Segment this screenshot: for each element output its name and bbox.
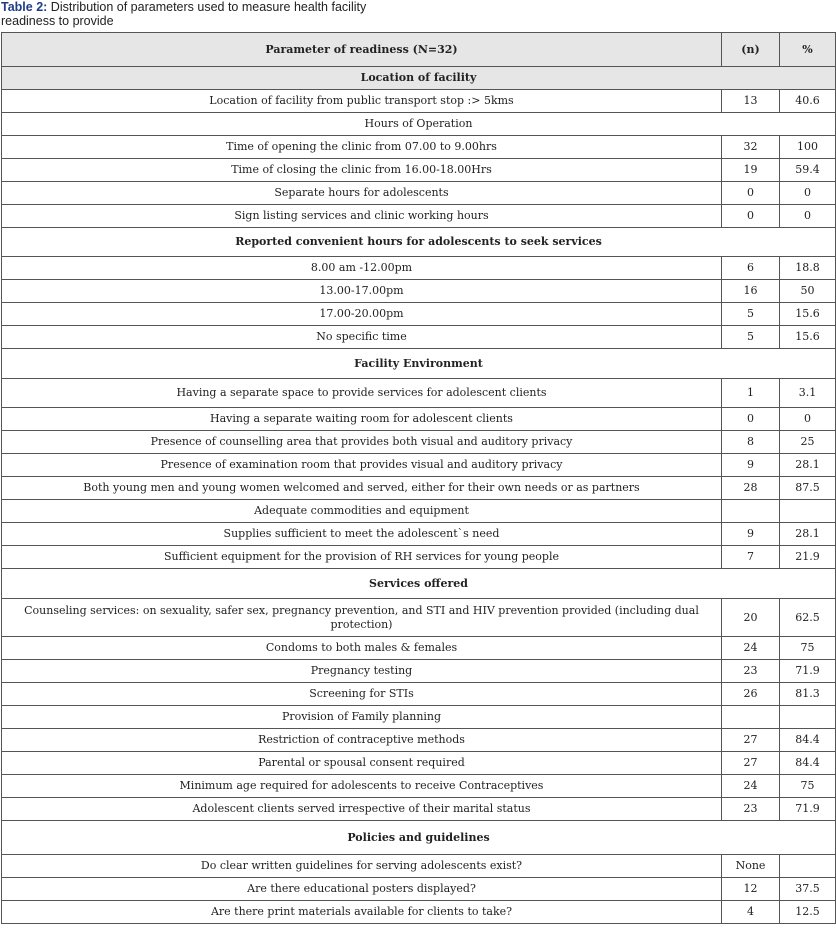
row-percent: 15.6 [780, 303, 836, 326]
row-n: 0 [722, 205, 780, 228]
row-parameter: Separate hours for adolescents [2, 182, 722, 205]
section-title: Services offered [2, 569, 836, 599]
section-row [2, 228, 836, 257]
header-n: (n) [722, 33, 780, 67]
table-row [2, 878, 836, 901]
section-title: Location of facility [2, 67, 836, 90]
row-parameter: Are there educational posters displayed? [2, 878, 722, 901]
table-row [2, 257, 836, 280]
row-n: 13 [722, 90, 780, 113]
row-percent: 3.1 [780, 379, 836, 408]
section-row [2, 349, 836, 379]
table-row [2, 752, 836, 775]
table-row [2, 379, 836, 408]
row-n: 26 [722, 683, 780, 706]
caption-label: Table 2: [1, 0, 48, 14]
row-percent: 25 [780, 431, 836, 454]
row-parameter: Time of closing the clinic from 16.00-18.00Hrs [2, 159, 722, 182]
row-n [722, 500, 780, 523]
row-parameter: Presence of examination room that provides visual and auditory privacy [2, 454, 722, 477]
row-parameter: Are there print materials available for clients to take? [2, 901, 722, 924]
row-percent: 81.3 [780, 683, 836, 706]
row-n: 1 [722, 379, 780, 408]
row-n: 27 [722, 752, 780, 775]
row-parameter: Having a separate space to provide services for adolescent clients [2, 379, 722, 408]
row-n: 0 [722, 182, 780, 205]
header-parameter: Parameter of readiness (N=32) [2, 33, 722, 67]
row-n: 12 [722, 878, 780, 901]
row-percent: 28.1 [780, 523, 836, 546]
row-parameter: 13.00-17.00pm [2, 280, 722, 303]
row-percent: 18.8 [780, 257, 836, 280]
row-percent: 84.4 [780, 752, 836, 775]
table-row [2, 599, 836, 637]
section-row [2, 67, 836, 90]
row-percent: 21.9 [780, 546, 836, 569]
row-percent: 28.1 [780, 454, 836, 477]
row-parameter: 17.00-20.00pm [2, 303, 722, 326]
row-percent: 12.5 [780, 901, 836, 924]
row-parameter: Having a separate waiting room for adolescent clients [2, 408, 722, 431]
row-n [722, 706, 780, 729]
row-n: 32 [722, 136, 780, 159]
row-parameter: Condoms to both males & females [2, 637, 722, 660]
row-n: 6 [722, 257, 780, 280]
row-n: 16 [722, 280, 780, 303]
table-row [2, 637, 836, 660]
row-percent: 37.5 [780, 878, 836, 901]
section-title: Policies and guidelines [2, 821, 836, 855]
table-row [2, 729, 836, 752]
table-row [2, 546, 836, 569]
table-row [2, 280, 836, 303]
row-n: 8 [722, 431, 780, 454]
row-parameter: Minimum age required for adolescents to receive Contraceptives [2, 775, 722, 798]
table-row [2, 454, 836, 477]
table-row [2, 683, 836, 706]
row-percent: 62.5 [780, 599, 836, 637]
row-percent: 71.9 [780, 660, 836, 683]
table-row [2, 159, 836, 182]
row-parameter: Counseling services: on sexuality, safer sex, pregnancy prevention, and STI and HIV prevention provided (including dual protection) [2, 599, 722, 637]
row-n: 24 [722, 637, 780, 660]
table-row [2, 408, 836, 431]
row-parameter: Supplies sufficient to meet the adolescent`s need [2, 523, 722, 546]
table-row [2, 901, 836, 924]
row-n: 24 [722, 775, 780, 798]
row-parameter: Parental or spousal consent required [2, 752, 722, 775]
table-row [2, 182, 836, 205]
row-percent: 15.6 [780, 326, 836, 349]
row-n: 4 [722, 901, 780, 924]
row-percent: 75 [780, 637, 836, 660]
row-percent: 0 [780, 205, 836, 228]
row-n: 23 [722, 798, 780, 821]
row-parameter: No specific time [2, 326, 722, 349]
row-percent [780, 500, 836, 523]
section-row [2, 821, 836, 855]
row-parameter: Screening for STIs [2, 683, 722, 706]
table-row [2, 500, 836, 523]
table-row [2, 90, 836, 113]
row-n: 7 [722, 546, 780, 569]
table-row [2, 205, 836, 228]
row-n: 27 [722, 729, 780, 752]
row-percent: 0 [780, 408, 836, 431]
row-parameter: 8.00 am -12.00pm [2, 257, 722, 280]
table-caption [1, 0, 421, 28]
section-title: Reported convenient hours for adolescents to seek services [2, 228, 836, 257]
row-parameter: Sign listing services and clinic working hours [2, 205, 722, 228]
row-n: 9 [722, 454, 780, 477]
row-parameter: Time of opening the clinic from 07.00 to 9.00hrs [2, 136, 722, 159]
readiness-table [1, 32, 836, 924]
table-row [2, 136, 836, 159]
table-row [2, 523, 836, 546]
header-row [2, 33, 836, 67]
row-percent [780, 855, 836, 878]
row-n: 9 [722, 523, 780, 546]
row-parameter: Sufficient equipment for the provision of RH services for young people [2, 546, 722, 569]
table-row [2, 855, 836, 878]
subheading-row [2, 113, 836, 136]
row-n: 28 [722, 477, 780, 500]
caption-text: Distribution of parameters used to measure health facility readiness to provide [1, 0, 367, 28]
row-percent: 84.4 [780, 729, 836, 752]
row-percent: 0 [780, 182, 836, 205]
row-parameter: Presence of counselling area that provides both visual and auditory privacy [2, 431, 722, 454]
row-parameter: Do clear written guidelines for serving adolescents exist? [2, 855, 722, 878]
row-n: None [722, 855, 780, 878]
row-n: 20 [722, 599, 780, 637]
header-percent: % [780, 33, 836, 67]
row-parameter: Pregnancy testing [2, 660, 722, 683]
row-percent: 59.4 [780, 159, 836, 182]
table-row [2, 775, 836, 798]
row-n: 5 [722, 326, 780, 349]
row-parameter: Location of facility from public transport stop :> 5kms [2, 90, 722, 113]
subheading-label: Hours of Operation [2, 113, 836, 136]
row-parameter: Restriction of contraceptive methods [2, 729, 722, 752]
row-percent: 50 [780, 280, 836, 303]
row-parameter: Both young men and young women welcomed and served, either for their own needs or as partners [2, 477, 722, 500]
row-parameter: Adolescent clients served irrespective of their marital status [2, 798, 722, 821]
section-row [2, 569, 836, 599]
table-row [2, 798, 836, 821]
row-percent: 40.6 [780, 90, 836, 113]
section-title: Facility Environment [2, 349, 836, 379]
row-n: 0 [722, 408, 780, 431]
table-row [2, 326, 836, 349]
table-row [2, 706, 836, 729]
row-parameter: Adequate commodities and equipment [2, 500, 722, 523]
row-n: 19 [722, 159, 780, 182]
table-row [2, 303, 836, 326]
row-n: 23 [722, 660, 780, 683]
row-parameter: Provision of Family planning [2, 706, 722, 729]
table-row [2, 660, 836, 683]
row-percent: 71.9 [780, 798, 836, 821]
row-n: 5 [722, 303, 780, 326]
table-row [2, 477, 836, 500]
table-row [2, 431, 836, 454]
row-percent [780, 706, 836, 729]
row-percent: 100 [780, 136, 836, 159]
row-percent: 87.5 [780, 477, 836, 500]
row-percent: 75 [780, 775, 836, 798]
